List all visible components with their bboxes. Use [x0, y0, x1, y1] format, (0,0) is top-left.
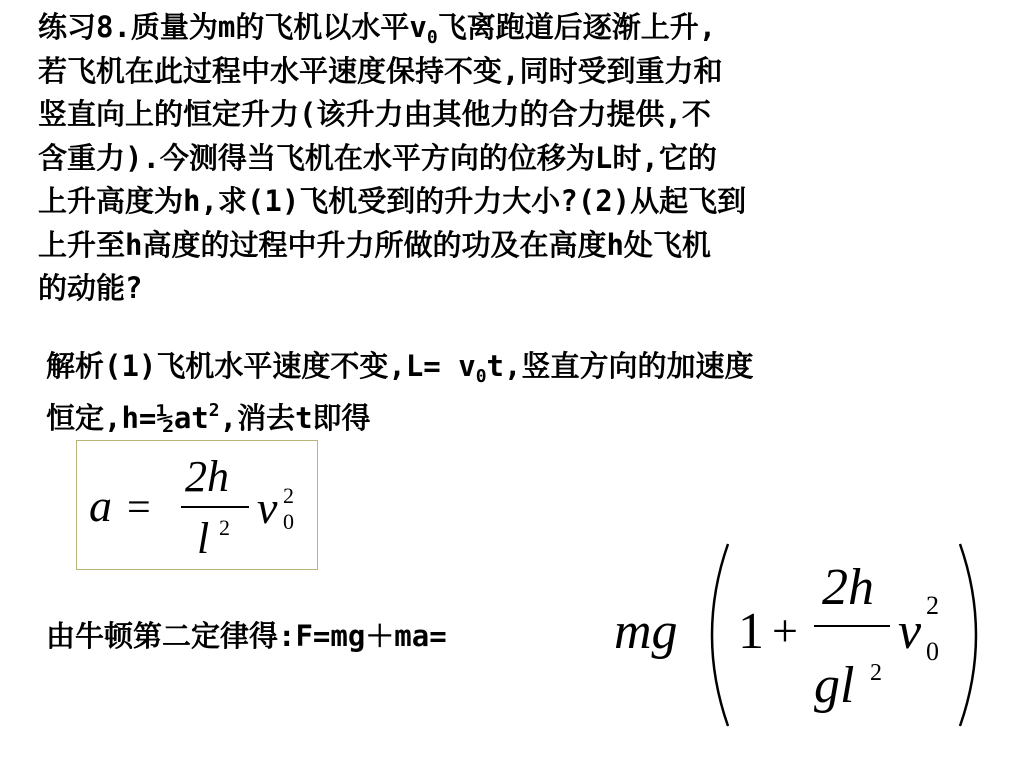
solution-line-2	[46, 389, 1006, 433]
problem-line: 若飞机在此过程中水平速度保持不变,同时受到重力和	[38, 53, 723, 88]
solution-line-1	[46, 345, 1006, 389]
formula-mg: mg	[614, 603, 678, 660]
formula2-denominator: gl	[814, 657, 855, 714]
left-paren	[712, 544, 728, 726]
acceleration-formula-box	[76, 440, 318, 570]
formula2-velocity-sup: 2	[926, 591, 939, 620]
solution-text-part: ,消去t即得	[219, 400, 371, 435]
subscript: 0	[426, 27, 438, 48]
formula-numerator: 2h	[185, 452, 229, 501]
formula-lhs: a	[89, 480, 112, 531]
subscript: 0	[475, 366, 487, 387]
problem-line: 含重力).今测得当飞机在水平方向的位移为L时,它的	[38, 140, 717, 175]
formula2-numerator: 2h	[822, 559, 874, 616]
formula-velocity-sup: 2	[283, 483, 294, 508]
superscript: 2	[208, 399, 220, 421]
formula-velocity-sub: 0	[283, 509, 294, 534]
formula-one: 1	[738, 603, 764, 660]
problem-line: 的动能?	[38, 271, 143, 305]
formula-den-exponent: 2	[219, 515, 230, 540]
right-paren	[960, 544, 976, 726]
solution-text-part: 解析(1)飞机水平速度不变,L= v	[46, 349, 476, 383]
formula-velocity: v	[257, 482, 278, 533]
lift-force-formula-svg	[600, 530, 1000, 740]
problem-line: 上升高度为h,求(1)飞机受到的升力大小?(2)从起飞到	[38, 184, 747, 218]
formula2-velocity: v	[898, 603, 922, 660]
problem-line: 上升至h高度的过程中升力所做的功及在高度h处飞机	[38, 227, 711, 262]
formula-plus: +	[772, 605, 798, 656]
formula-denominator: l	[197, 514, 210, 563]
problem-line	[38, 6, 998, 50]
lift-force-formula	[600, 530, 1000, 740]
solution-text-part: 恒定,h=½at	[46, 400, 209, 435]
formula-equals: =	[127, 485, 151, 531]
problem-text	[38, 6, 998, 311]
formula2-den-exponent: 2	[870, 660, 882, 686]
newton-law-text: 由牛顿第二定律得:F=mg＋ma=	[46, 619, 447, 653]
formula2-velocity-sub: 0	[926, 637, 939, 666]
problem-line: 竖直向上的恒定升力(该升力由其他力的合力提供,不	[38, 97, 711, 131]
acceleration-formula	[77, 441, 317, 569]
problem-line-text: 练习8.质量为m的飞机以水平v	[38, 10, 427, 44]
problem-line-tail: 飞离跑道后逐渐上升,	[437, 10, 717, 44]
solution-text	[46, 345, 1006, 435]
solution-text-part: t,竖直方向的加速度	[486, 349, 754, 383]
